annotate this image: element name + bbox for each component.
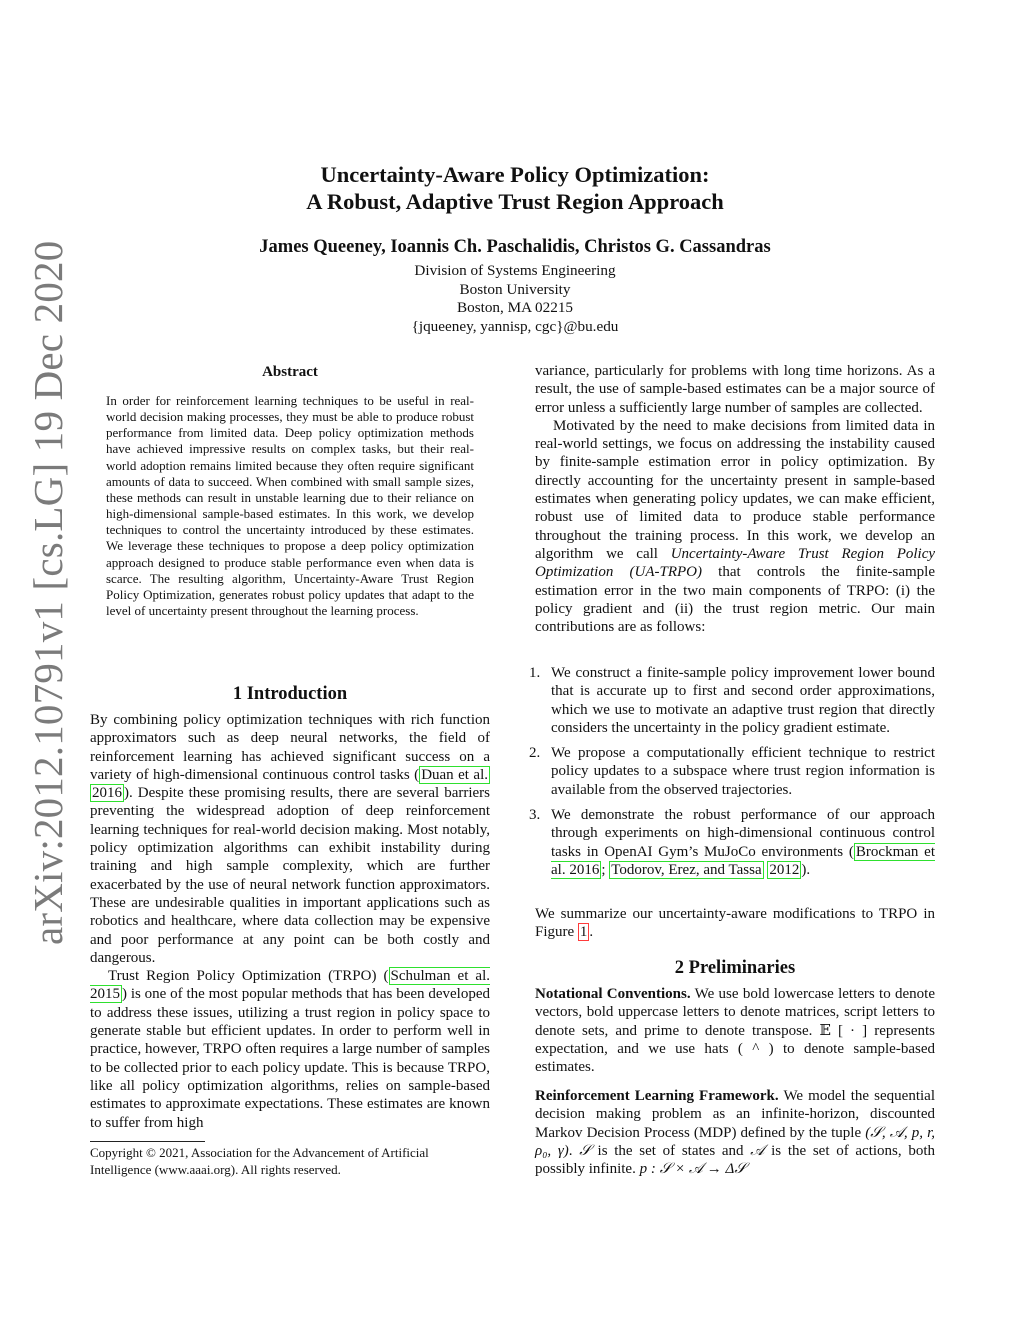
citation-duan-2016-year[interactable]: 2016 xyxy=(92,785,122,802)
motivation-text-b: that controls the finite-sample estimation error in the two main components of TRPO: (i) the policy gradient and (ii) the trust region metric. Our main contributions are as follows: xyxy=(535,564,935,636)
affiliation-university: Boston University xyxy=(459,280,571,298)
expectation-symbol: 𝔼 [ · ] xyxy=(819,1022,868,1039)
action-set-symbol: 𝒜 xyxy=(750,1142,765,1159)
citation-todorov-2012-year[interactable]: 2012 xyxy=(769,861,800,878)
contribution-number: 2. xyxy=(529,745,541,762)
rl-text-d: is the set of actions, both possibly infinite. xyxy=(535,1142,935,1178)
intro-p2-text-a: Trust Region Policy Optimization (TRPO) ( xyxy=(108,968,389,985)
citation-schulman-2015[interactable]: Schulman et al. 2015 xyxy=(90,968,490,1003)
intro-p2-text-b: ) is one of the most popular methods that has been developed to address these issues, utilizing a trust region in policy space to generate stable but efficient updates. In order to perform well in practice, however, TRPO often requires a large number of samples to be collected prior to each policy update. This is because TRPO, like all policy optimization algorithms, relies on sample-based estimates to approximate expectations. These estimates are known to suffer from high xyxy=(90,986,490,1131)
introduction-body xyxy=(90,711,490,1132)
affiliation-city: Boston, MA 02215 xyxy=(456,299,574,316)
author-list: James Queeney, Ioannis Ch. Paschalidis, Christos G. Cassandras xyxy=(259,237,771,257)
contribution-text-end: ). xyxy=(801,861,811,878)
notational-heading: Notational Conventions. xyxy=(535,986,691,1002)
contribution-text: We propose a computationally efficient technique to restrict policy updates to a subspace where trust region information is available from the observed trajectories. xyxy=(551,745,935,798)
affiliation-dept: Division of Systems Engineering xyxy=(414,262,616,279)
motivation-paragraph xyxy=(535,417,935,637)
rl-text-b: . xyxy=(568,1142,580,1159)
intro-p1-text-a: By combining policy optimization techniques with rich function approximators such as deep neural networks, the field of reinforcement learning has achieved significant success on a variety of high-dimensional continuous control tasks ( xyxy=(90,712,490,783)
contribution-number: 1. xyxy=(529,665,541,681)
transition-function: p : 𝒮 × 𝒜 → Δ𝒮 xyxy=(639,1161,746,1178)
contributions-list xyxy=(529,664,935,886)
paper-title xyxy=(190,161,840,215)
contribution-item-1 xyxy=(529,664,935,737)
summary-paragraph xyxy=(535,905,935,942)
citation-duan-2016-authors[interactable]: Duan et al. xyxy=(421,766,488,783)
abstract-heading: Abstract xyxy=(262,364,318,380)
contribution-text: We demonstrate the robust performance of our approach through experiments on high-dimensional continuous control tasks in OpenAI Gym’s MuJoCo environments ( xyxy=(551,807,935,860)
motivation-text-a: Motivated by the need to make decisions from limited data in real-world settings, we focus on addressing the instability caused by finite-sample estimation error in policy optimization. By directly accounting for the uncertainty present in sample-based estimates when generating policy updates, we can make efficient, robust use of limited data to produce stable performance throughout the training process. In this work, we develop an algorithm we call xyxy=(535,417,935,562)
footnote-divider xyxy=(90,1141,205,1142)
section-preliminaries-heading: 2 Preliminaries xyxy=(674,958,796,978)
intro-continued-paragraph: variance, particularly for problems with long time horizons. As a result, the use of sample-based estimates can be a major source of error unless a sufficiently large number of samples are collected. xyxy=(535,363,935,416)
contribution-number: 3. xyxy=(529,807,541,824)
notational-text-a: We use bold lowercase letters to denote vectors, bold uppercase letters to denote matrices, script letters to denote sets, and prime to denote transpose. xyxy=(535,986,935,1039)
summary-text-b: . xyxy=(589,924,594,941)
abstract-text: In order for reinforcement learning techniques to be useful in real-world decision making processes, they must be able to produce robust performance from limited data. Deep policy optimization methods have achieved impressive results on complex tasks, but their real-world adoption remains limited because they often require significant amounts of data to succeed. When combined with small sample sizes, these methods can result in unstable learning due to their reliance on high-dimensional sample-based estimates. In this work, we develop techniques to control the uncertainty introduced by these estimates. We leverage these techniques to propose a deep policy optimization approach designed to produce stable performance even when data is scarce. The resulting algorithm, Uncertainty-Aware Trust Region Policy Optimization, generates robust policy updates that adapt to the level of uncertainty present throughout the learning process. xyxy=(106,393,474,619)
intro-paragraph-2 xyxy=(90,967,490,1132)
contribution-text: We construct a finite-sample policy improvement lower bound that is accurate up to first and second order approximations, which we use to motivate an adaptive trust region that directly considers the uncertainty in the policy gradient estimate. xyxy=(551,665,935,736)
citation-separator: ; xyxy=(601,861,610,878)
copyright-footnote: Copyright © 2021, Association for the Advancement of Artificial Intelligence (www.aaai.org). All rights reserved. xyxy=(90,1145,429,1177)
rl-text-c: is the set of states and xyxy=(590,1142,751,1159)
citation-brockman-2016[interactable]: Brockman et al. 2016 xyxy=(551,843,935,878)
notational-text-b: represents expectation, and we use hats ( ^ ) to denote sample-based estimates. xyxy=(535,1022,936,1076)
algorithm-name: Uncertainty-Aware Trust Region Policy Optimization (UA-TRPO) xyxy=(535,545,936,581)
notational-conventions-paragraph xyxy=(535,985,935,1076)
contribution-item-2 xyxy=(529,744,935,799)
rl-framework-heading: Reinforcement Learning Framework. xyxy=(535,1088,779,1104)
state-set-symbol: 𝒮 xyxy=(579,1142,591,1159)
figure-reference-1[interactable]: 1 xyxy=(579,924,588,941)
section-introduction-heading: 1 Introduction xyxy=(232,684,348,704)
rl-framework-paragraph xyxy=(535,1087,935,1178)
citation-todorov-2012-authors[interactable]: Todorov, Erez, and Tassa xyxy=(611,861,762,878)
title-line-1: Uncertainty-Aware Policy Optimization: xyxy=(320,162,710,187)
affiliation xyxy=(190,262,840,336)
rl-text-a: We model the sequential decision making problem as an infinite-horizon, discounted Markov Decision Process (MDP) defined by the tuple xyxy=(535,1088,935,1141)
contribution-item-3 xyxy=(529,806,935,879)
arxiv-identifier: arXiv:2012.10791v1 [cs.LG] 19 Dec 2020 xyxy=(25,240,71,945)
right-column-intro xyxy=(535,362,935,636)
mdp-tuple: (𝒮, 𝒜, p, r, ρ₀, γ) xyxy=(535,1124,935,1159)
affiliation-email: {jqueeney, yannisp, cgc}@bu.edu xyxy=(411,317,619,335)
intro-p1-text-b: ). Despite these promising results, there are several barriers preventing the widespread adoption of deep reinforcement learning techniques for real-world decision making. Most notably, policy optimization algorithms can exhibit instability during training and high sample complexity, which are further exacerbated by the use of neural network function approximators. These are undesirable qualities in important applications such as robotics and healthcare, where data collection may be expensive and poor performance at any point can be both costly and dangerous. xyxy=(90,785,490,966)
title-line-2: A Robust, Adaptive Trust Region Approach xyxy=(306,189,724,214)
summary-text-a: We summarize our uncertainty-aware modifications to TRPO in Figure xyxy=(535,906,935,941)
intro-paragraph-1 xyxy=(90,711,490,967)
